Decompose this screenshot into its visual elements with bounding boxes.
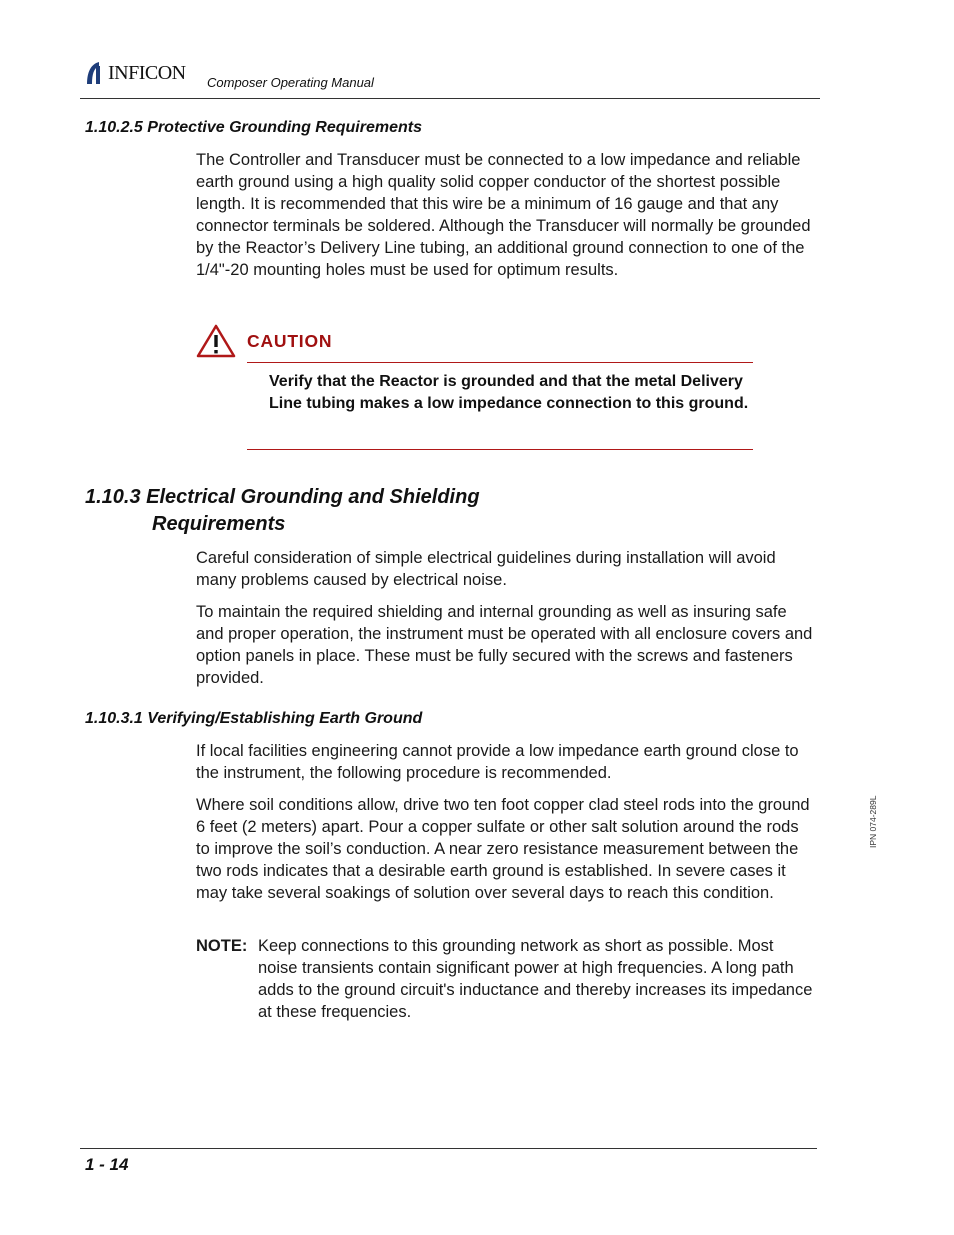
caution-bottom-rule (247, 449, 753, 450)
ipn-side-label: IPN 074-289L (868, 795, 878, 848)
heading-1-10-2-5: 1.10.2.5 Protective Grounding Requirements (85, 119, 422, 136)
paragraph-facilities: If local facilities engineering cannot provide a low impedance earth ground close to the instrument, the following procedure is recommended. (196, 742, 799, 782)
heading-1-10-3-line2: Requirements (152, 513, 286, 535)
paragraph-electrical-guidelines: Careful consideration of simple electrical guidelines during installation will avoid many problems caused by electrical noise. (196, 549, 776, 589)
paragraph-soil-conditions: Where soil conditions allow, drive two ten foot copper clad steel rods into the ground 6 feet (2 meters) apart. Pour a copper sulfate or other salt solution around the rods to improve the soil’s conduction. A near zero resistance measurement between the two rods indicates that a desirable earth ground is established. In severe cases it may take several soakings of solution over several days to reach this condition. (196, 796, 810, 902)
heading-1-10-3 (85, 484, 480, 538)
paragraph-protective-grounding: The Controller and Transducer must be connected to a low impedance and reliable earth ground using a high quality solid copper conductor of the shortest possible length. It is recommended that this wire be a minimum of 16 gauge and that any connector terminals be soldered. Although the Transducer will normally be grounded by the Reactor’s Delivery Line tubing, an additional ground connection to one of the 1/4"-20 mounting holes must be used for optimum results. (196, 151, 811, 279)
header-divider (80, 98, 820, 99)
logo-wordmark: INFICON (108, 62, 186, 84)
caution-text: Verify that the Reactor is grounded and that the metal Delivery Line tubing makes a low impedance connection to this ground. (269, 373, 749, 412)
caution-label: CAUTION (247, 331, 333, 351)
footer-divider (80, 1148, 817, 1149)
inficon-logo (84, 60, 186, 86)
heading-1-10-3-line1: 1.10.3 Electrical Grounding and Shielding (85, 486, 480, 508)
note-block (196, 935, 816, 1023)
inficon-logo-icon (84, 60, 106, 86)
heading-1-10-3-1: 1.10.3.1 Verifying/Establishing Earth Ground (85, 710, 423, 727)
note-label: NOTE: (196, 937, 248, 955)
paragraph-shielding: To maintain the required shielding and internal grounding as well as insuring safe and proper operation, the instrument must be operated with all enclosure covers and option panels in place. These must be fully secured with the screws and fasteners provided. (196, 603, 813, 687)
caution-top-rule (247, 362, 753, 363)
page-number: 1 - 14 (85, 1155, 129, 1174)
warning-triangle-icon (195, 323, 237, 359)
note-text: Keep connections to this grounding network as short as possible. Most noise transients contain significant power at high frequencies. A long path adds to the ground circuit's inductance and thereby increases its impedance at these frequencies. (258, 937, 813, 1021)
manual-title: Composer Operating Manual (207, 75, 374, 90)
